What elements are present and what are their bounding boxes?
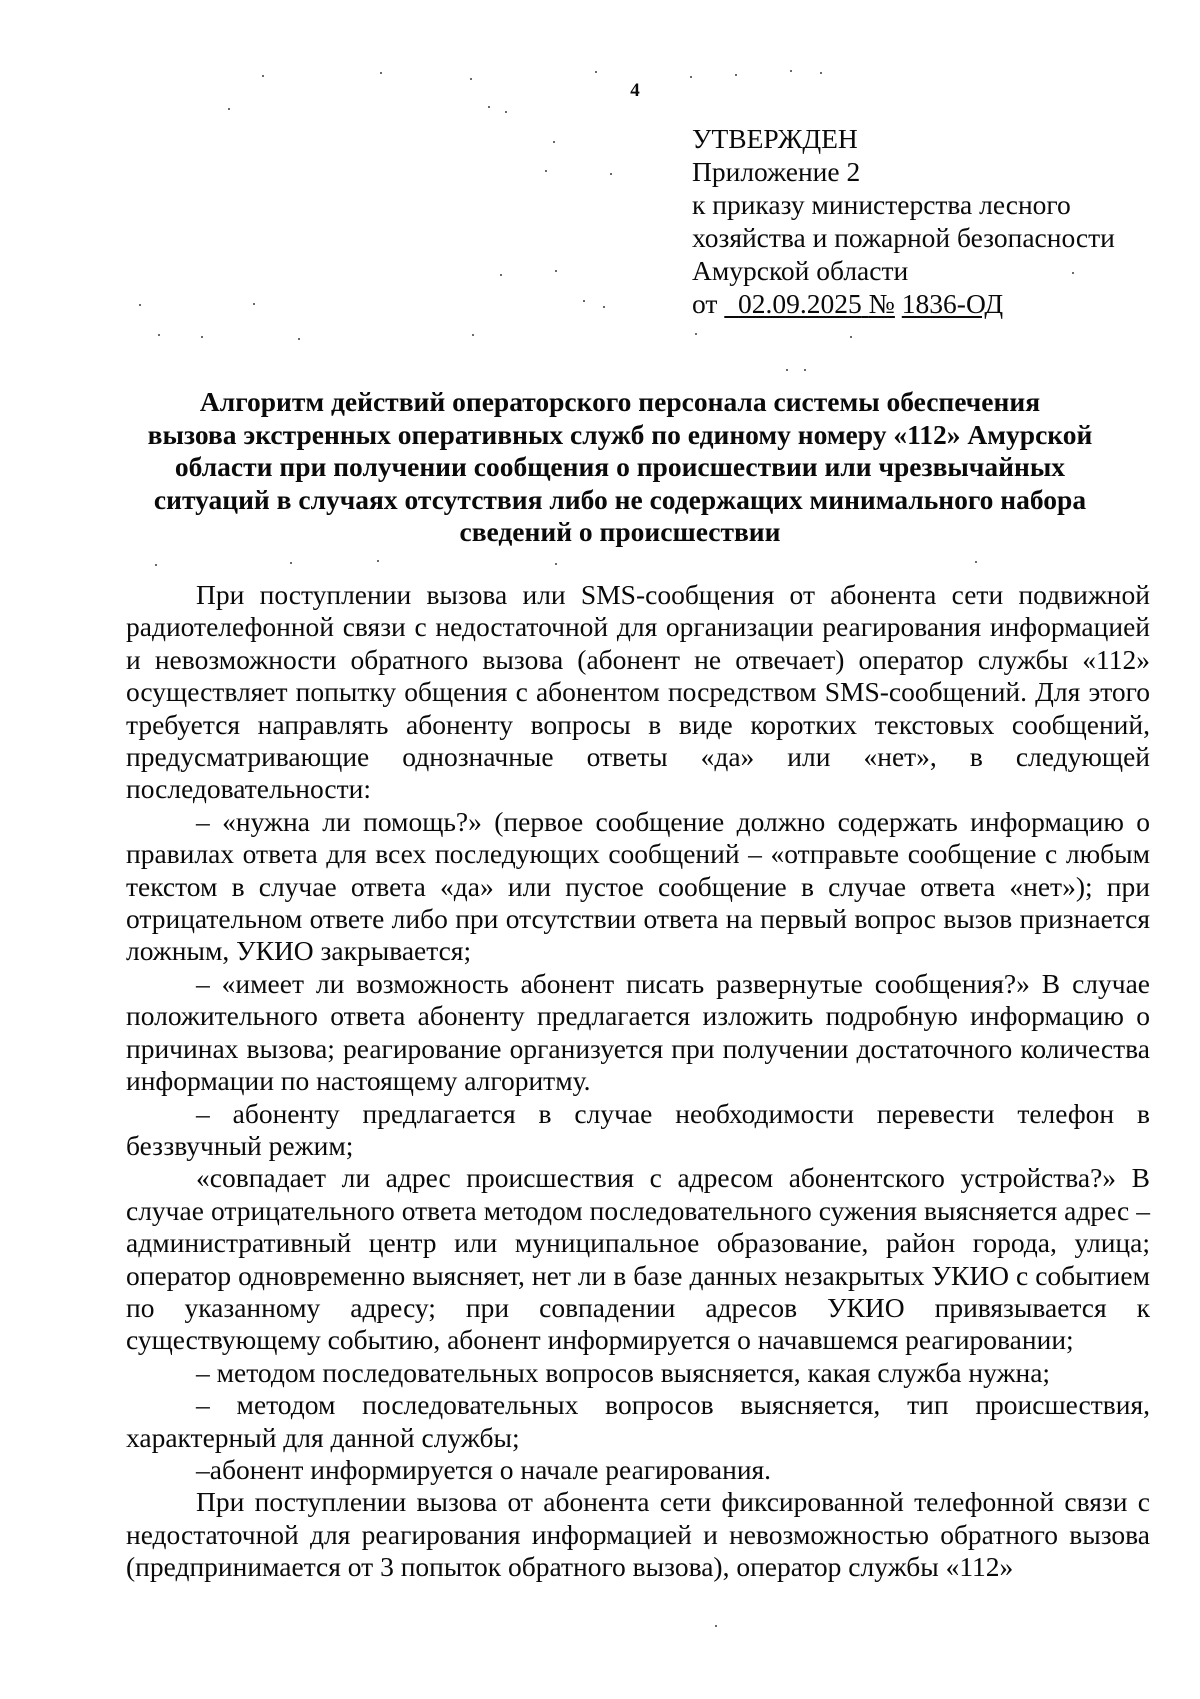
approval-order-line: к приказу министерства лесного	[692, 189, 1071, 220]
title-line: Алгоритм действий операторского персонала системы обеспечения	[199, 386, 1041, 417]
order-number: 1836-ОД	[901, 288, 1004, 319]
body-paragraph: – «нужна ли помощь?» (первое сообщение должно содержать информацию о правилах ответа для всех последующих сообщений – «отправьте сообщение с любым текстом в случае ответа «да» или пустое сообщение в случае ответа «нет»); при отрицательном ответе либо при отсутствии ответа на первый вопрос вызов признается ложным, УКИО закрывается;	[126, 805, 1150, 967]
number-prefix: №	[868, 288, 895, 319]
approval-appendix: Приложение 2	[692, 156, 861, 187]
title-line: вызова экстренных оперативных служб по единому номеру «112» Амурской	[147, 418, 1093, 450]
title-line: ситуаций в случаях отсутствия либо не содержащих минимального набора	[153, 483, 1087, 515]
date-prefix: от	[692, 288, 718, 319]
approval-order-line: хозяйства и пожарной безопасности	[692, 222, 1115, 253]
document-title	[140, 386, 1100, 549]
body-paragraph: – методом последовательных вопросов выясняется, тип происшествия, характерный для данной службы;	[126, 1389, 1150, 1453]
title-line: сведений о происшествии	[459, 516, 781, 547]
title-line: области при получении сообщения о происшествии или чрезвычайных	[174, 451, 1066, 482]
body-paragraph: – «имеет ли возможность абонент писать развернутые сообщения?» В случае положительного ответа абоненту предлагается изложить подробную информацию о причинах вызова; реагирование организуется при получении достаточного количества информации по настоящему алгоритму.	[126, 967, 1150, 1097]
body-paragraph: – абоненту предлагается в случае необходимости перевести телефон в беззвучный режим;	[126, 1097, 1150, 1161]
approval-stamp-block	[692, 122, 1115, 320]
approval-order-line: Амурской области	[692, 255, 909, 286]
body-paragraph: –абонент информируется о начале реагирования.	[196, 1453, 772, 1485]
order-date: 02.09.2025	[738, 288, 862, 319]
body-paragraph: При поступлении вызова или SMS-сообщения от абонента сети подвижной радиотелефонной связи с недостаточной для организации реагирования информацией и невозможности обратного вызова (абонент не отвечает) оператор службы «112» осуществляет попытку общения с абонентом посредством SMS-сообщений. Для этого требуется направлять абоненту вопросы в виде коротких текстовых сообщений, предусматривающие однозначные ответы «да» или «нет», в следующей последовательности:	[126, 579, 1150, 805]
page-number: 4	[630, 80, 640, 101]
approval-date-number-line	[692, 287, 1115, 320]
approval-status: УТВЕРЖДЕН	[692, 123, 858, 154]
body-paragraph: «совпадает ли адрес происшествия с адресом абонентского устройства?» В случае отрицательного ответа методом последовательного сужения выясняется адрес – административный центр или муниципальное образование, район города, улица; оператор одновременно выясняет, нет ли в базе данных незакрытых УКИО с событием по указанному адресу; при совпадении адресов УКИО привязывается к существующему событию, абонент информируется о начавшемся реагировании;	[126, 1162, 1150, 1356]
body-paragraph: – методом последовательных вопросов выясняется, какая служба нужна;	[196, 1356, 1051, 1388]
document-body	[126, 579, 1150, 1584]
body-paragraph: При поступлении вызова от абонента сети фиксированной телефонной связи с недостаточной для реагирования информацией и невозможностью обратного вызова (предпринимается от 3 попыток обратного вызова), оператор службы «112»	[126, 1486, 1150, 1583]
